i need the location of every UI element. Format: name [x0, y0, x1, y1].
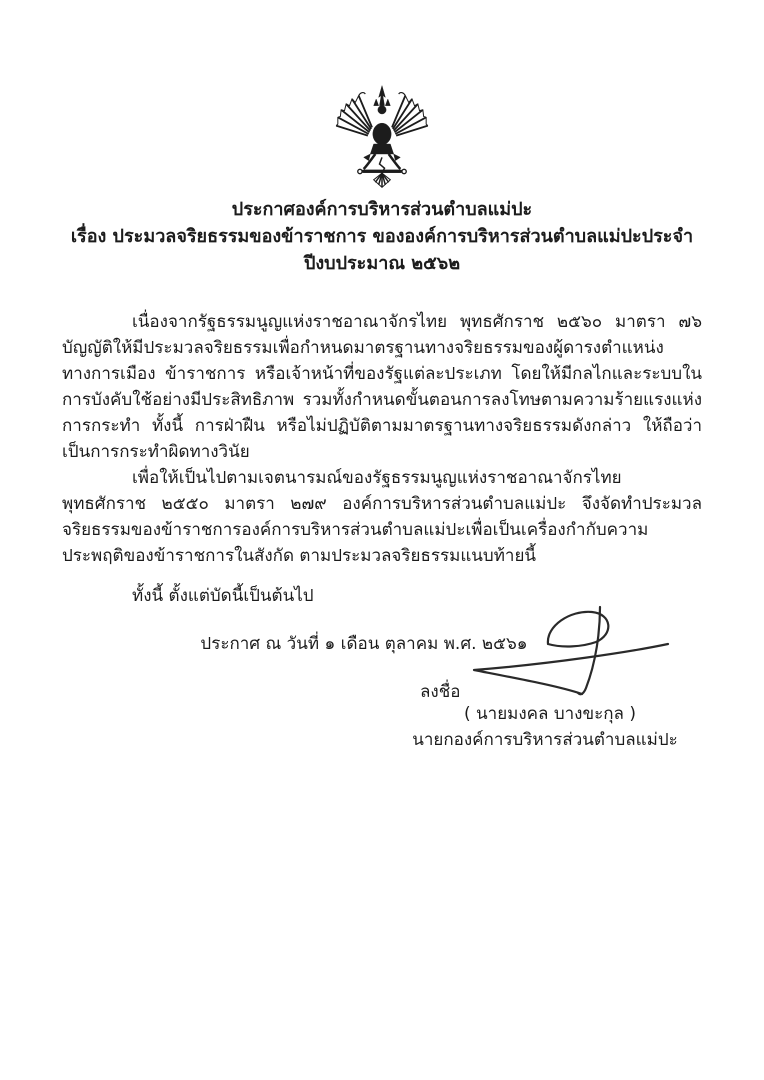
document-title-line2: เรื่อง ประมวลจริยธรรมของข้าราชการ ขององค์การบริหารส่วนตำบลแม่ปะประจำปีงบประมาณ ๒๕๖๒ [70, 226, 694, 274]
signatory-name: ( นายมงคล บางขะกุล ) [463, 704, 636, 724]
garuda-emblem-icon [332, 84, 432, 189]
signatory-position: นายกองค์การบริหารส่วนตำบลแม่ปะ [412, 730, 678, 750]
signature-image [450, 602, 680, 700]
document-title-line1: ประกาศองค์การบริหารส่วนตำบลแม่ปะ [231, 199, 533, 220]
body-paragraph-3: ทั้งนี้ ตั้งแต่บัดนี้เป็นต้นไป [132, 586, 314, 606]
signature-block [380, 598, 710, 773]
sign-label: ลงชื่อ [420, 682, 461, 702]
announcement-date-line: ประกาศ ณ วันที่ ๑ เดือน ตุลาคม พ.ศ. ๒๕๖๑ [200, 634, 528, 654]
emblem-container [0, 0, 764, 189]
body-paragraph-2: เพื่อให้เป็นไปตามเจตนารมณ์ของรัฐธรรมนูญแห่งราชอาณาจักรไทย พุทธศักราช ๒๕๕๐ มาตรา ๒๗๙ องค์การบริหารส่วนตำบลแม่ปะ จึงจัดทำประมวลจริยธรรมของข้าราชการองค์การบริหารส่วนตำบลแม่ปะเพื่อเป็นเครื่องกำกับความประพฤติของข้าราชการในสังกัด ตามประมวลจริยธรรมแนบท้ายนี้ [62, 468, 702, 566]
body-paragraph-1: เนื่องจากรัฐธรรมนูญแห่งราชอาณาจักรไทย พุทธศักราช ๒๕๖๐ มาตรา ๗๖ บัญญัติให้มีประมวลจริยธรรมเพื่อกำหนดมาตรฐานทางจริยธรรมของผู้ดารงตำแหน่งทางการเมือง ข้าราชการ หรือเจ้าหน้าที่ของรัฐแต่ละประเภท โดยให้มีกลไกและระบบในการบังคับใช้อย่างมีประสิทธิภาพ รวมทั้งกำหนดขั้นตอนการลงโทษตามความร้ายแรงแห่งการกระทำ ทั้งนี้ การฝ่าฝืน หรือไม่ปฏิบัติตามมาตรฐานทางจริยธรรมดังกล่าว ให้ถือว่า เป็นการกระทำผิดทางวินัย [62, 312, 702, 462]
